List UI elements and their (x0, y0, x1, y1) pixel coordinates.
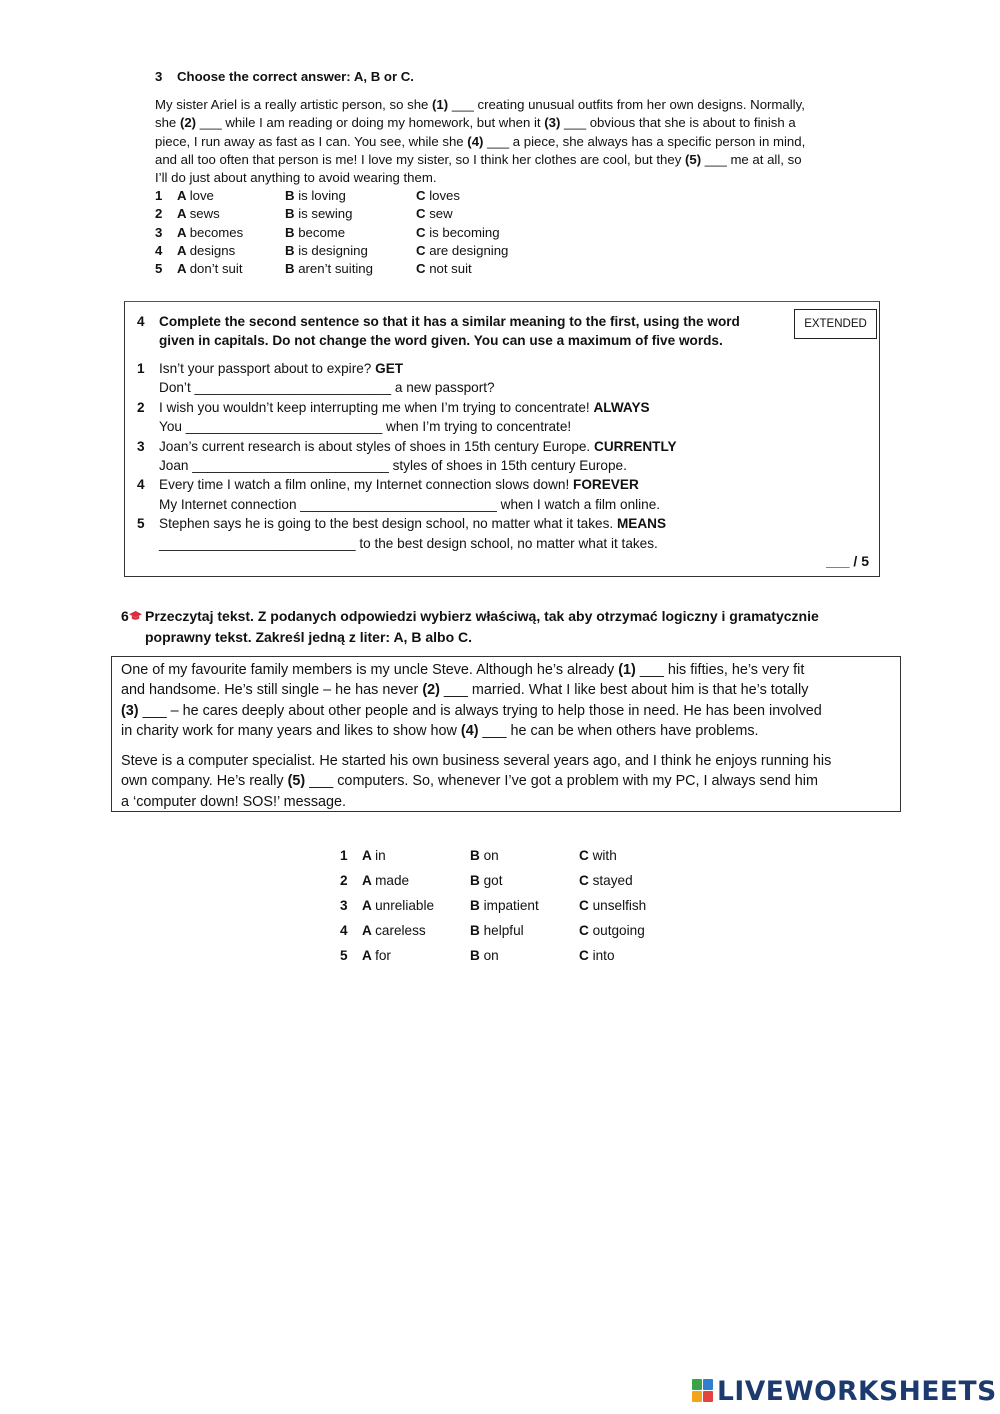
option-text: is designing (298, 242, 368, 258)
text-run: ___ his fifties, he’s very fit (635, 662, 805, 678)
option-text: in (375, 848, 386, 863)
option-text: unreliable (375, 898, 435, 913)
score: ___ / 5 (826, 553, 869, 569)
option-letter: B (470, 848, 484, 863)
option-text: love (189, 188, 214, 204)
option-letter: B (285, 188, 299, 204)
option-text: becomes (189, 224, 244, 240)
gap-number: (5) (287, 773, 306, 790)
text-line (121, 721, 891, 741)
option-number: 2 (155, 206, 163, 222)
option-c (579, 848, 617, 863)
exercise-3-passage (155, 96, 865, 187)
option-number: 5 (155, 260, 163, 276)
option-letter: A (362, 898, 376, 913)
option-text: is becoming (429, 224, 500, 240)
option-letter: C (579, 948, 593, 963)
option-text: impatient (483, 898, 539, 913)
option-text: careless (375, 923, 426, 938)
option-c (416, 242, 508, 260)
option-letter: A (177, 206, 190, 222)
option-text: become (298, 224, 346, 240)
text-run: One of my favourite family members is my uncle Steve. Although he’s already (121, 662, 619, 678)
exercise-6-paragraph-2 (121, 751, 891, 812)
option-b (470, 948, 499, 963)
text-run: ___ obvious that she is about to finish a (560, 115, 796, 131)
option-letter: A (362, 848, 376, 863)
option-letter: C (579, 873, 593, 888)
option-c (579, 873, 633, 888)
option-b (470, 873, 503, 888)
option-text: is sewing (298, 206, 353, 222)
option-text: got (483, 873, 503, 888)
option-b (285, 224, 345, 242)
text-line (121, 680, 891, 700)
text-run: and all too often that person is me! I love my sister, so I think her clothes are cool, but they (155, 151, 685, 167)
option-number: 3 (155, 224, 163, 240)
gap-number: (3) (121, 702, 139, 719)
option-letter: C (579, 848, 593, 863)
gap-number: (1) (432, 97, 449, 113)
option-c (579, 923, 645, 938)
sentence-line (137, 475, 777, 494)
option-a (362, 923, 426, 938)
text-run: ___ creating unusual outfits from her own designs. Normally, (448, 97, 805, 113)
option-b (470, 848, 499, 863)
gap-number: (2) (179, 115, 197, 131)
gap-number: (3) (544, 115, 561, 131)
option-letter: B (285, 224, 299, 240)
option-letter: A (177, 224, 190, 240)
option-a (362, 873, 409, 888)
exercise-4-instruction: 4 Complete the second sentence so that it has a similar meaning to the first, using the word given in capitals. Do not change the word given. You can use a maximum of five words. (137, 314, 740, 349)
exercise-6-paragraph-1 (121, 660, 891, 741)
option-text: sew (429, 206, 453, 222)
option-text: with (592, 848, 617, 863)
option-letter: C (416, 260, 430, 276)
completion-line: Joan __________________________ styles of shoes in 15th century Europe. (159, 458, 627, 474)
option-c (579, 898, 646, 913)
liveworksheets-logo (692, 1374, 997, 1408)
item-number: 4 (137, 477, 145, 493)
gap-number: (2) (422, 682, 440, 699)
option-letter: B (470, 948, 484, 963)
keyword: ALWAYS (593, 399, 650, 415)
text-run: and handsome. He’s still single – he has never (121, 682, 423, 699)
original-sentence: Joan’s current research is about styles of shoes in 15th century Europe. (159, 438, 594, 454)
keyword: CURRENTLY (594, 438, 677, 454)
text-run: ___ me at all, so (701, 151, 802, 167)
original-sentence: Isn’t your passport about to expire? (159, 361, 376, 376)
option-letter: B (470, 898, 484, 913)
text-line (121, 660, 891, 680)
exercise-3-options (155, 187, 865, 278)
option-a (177, 205, 220, 223)
sentence-line (137, 437, 777, 456)
option-letter: B (470, 923, 484, 938)
option-letter: A (177, 188, 190, 204)
text-line (121, 751, 891, 771)
option-b (285, 187, 346, 205)
option-number: 4 (155, 242, 163, 258)
option-letter: A (362, 948, 376, 963)
option-c (416, 205, 453, 223)
option-text: on (483, 948, 499, 963)
exercise-3-title: 3 Choose the correct answer: A, B or C. (155, 69, 414, 84)
completion-line: __________________________ to the best design school, no matter what it takes. (159, 535, 658, 551)
text-run: piece, I run away as fast as I can. You see, while she (155, 133, 468, 149)
option-text: don’t suit (189, 260, 243, 276)
option-c (416, 187, 460, 205)
item-number: 5 (137, 516, 145, 532)
option-row (155, 224, 865, 242)
passage-line (155, 151, 865, 169)
option-text: not suit (429, 260, 472, 276)
exercise-4-box (124, 301, 880, 577)
option-c (579, 948, 615, 963)
option-a (177, 224, 243, 242)
option-a (362, 948, 391, 963)
option-text: is loving (298, 188, 346, 204)
passage-line (155, 114, 865, 132)
text-run: I’ll do just about anything to avoid wearing them. (155, 170, 437, 186)
text-run: ___ computers. So, whenever I’ve got a problem with my PC, I always send him (305, 773, 818, 790)
item-number: 2 (137, 399, 145, 415)
original-sentence: I wish you wouldn’t keep interrupting me when I’m trying to concentrate! (159, 399, 594, 415)
option-number: 2 (340, 873, 348, 888)
option-c (416, 260, 472, 278)
option-number: 5 (340, 948, 348, 963)
option-row (155, 187, 865, 205)
sentence-line (137, 359, 777, 378)
keyword: MEANS (616, 516, 667, 532)
text-line (121, 701, 891, 721)
option-text: sews (189, 206, 220, 222)
text-run: a ‘computer down! SOS!’ message. (121, 793, 347, 810)
option-letter: A (362, 873, 376, 888)
option-text: on (483, 848, 499, 863)
option-text: designs (189, 242, 236, 258)
option-text: outgoing (592, 923, 645, 938)
logo-text: LIVEWORKSHEETS (717, 1375, 997, 1407)
option-text: aren’t suiting (298, 260, 373, 276)
sentence-line (137, 398, 777, 417)
completion-line: My Internet connection __________________________ when I watch a film online. (159, 496, 661, 512)
option-letter: C (416, 242, 430, 258)
option-b (470, 923, 524, 938)
liveworksheets-logo-icon (692, 1379, 714, 1403)
option-b (285, 242, 368, 260)
sentence-line (137, 514, 777, 533)
item-number: 3 (137, 438, 145, 454)
text-run: own company. He’s really (121, 773, 288, 790)
option-row (155, 205, 865, 223)
option-text: into (592, 948, 615, 963)
option-letter: C (416, 224, 430, 240)
keyword: GET (375, 361, 404, 376)
option-text: made (375, 873, 410, 888)
exercise-3 (155, 68, 865, 278)
completion-line: You __________________________ when I’m trying to concentrate! (159, 419, 572, 435)
option-a (177, 242, 235, 260)
option-letter: B (470, 873, 484, 888)
option-letter: C (416, 188, 430, 204)
exercise-6-heading: 6 Przeczytaj tekst. Z podanych odpowiedzi wybierz właściwą, tak aby otrzymać logiczny i gramatycznie poprawny tekst. Zakreśl jedną z liter: A, B albo C. (121, 608, 819, 645)
option-letter: C (579, 923, 593, 938)
option-text: helpful (483, 923, 524, 938)
option-letter: A (362, 923, 376, 938)
gap-number: (4) (460, 722, 479, 739)
option-number: 1 (155, 188, 163, 204)
item-number: 1 (137, 361, 145, 376)
option-row (155, 242, 865, 260)
graduation-cap-icon (129, 611, 142, 622)
option-row (155, 260, 865, 278)
text-run: ___ while I am reading or doing my homework, but when it (196, 115, 545, 131)
option-text: loves (429, 188, 460, 204)
option-a (177, 260, 243, 278)
text-line (121, 771, 891, 791)
gap-number: (4) (467, 133, 484, 149)
passage-line (155, 96, 865, 114)
exercise-6-text-box (111, 656, 901, 812)
option-a (362, 848, 386, 863)
gap-number: (5) (684, 151, 702, 167)
option-letter: B (285, 206, 299, 222)
text-run: ___ he can be when others have problems. (478, 722, 759, 739)
text-run: ___ a piece, she always has a specific person in mind, (483, 133, 806, 149)
option-a (362, 898, 434, 913)
option-text: are designing (429, 242, 509, 258)
option-letter: B (285, 260, 299, 276)
option-c (416, 224, 500, 242)
completion-line: Don’t __________________________ a new passport? (159, 380, 495, 396)
option-number: 1 (340, 848, 348, 863)
passage-line (155, 169, 865, 187)
option-number: 4 (340, 923, 348, 938)
exercise-4-items (137, 359, 777, 553)
original-sentence: Stephen says he is going to the best design school, no matter what it takes. (159, 516, 617, 532)
option-letter: A (177, 242, 190, 258)
option-b (470, 898, 539, 913)
text-run: My sister Ariel is a really artistic person, so she (155, 97, 433, 113)
option-b (285, 205, 352, 223)
option-letter: B (285, 242, 299, 258)
gap-number: (1) (618, 662, 636, 678)
passage-line (155, 133, 865, 151)
option-text: unselfish (592, 898, 647, 913)
option-letter: C (579, 898, 593, 913)
option-letter: A (177, 260, 190, 276)
text-run: Steve is a computer specialist. He started his own business several years ago, and I think he enjoys running his (121, 753, 832, 770)
option-letter: C (416, 206, 430, 222)
option-text: for (375, 948, 391, 963)
text-run: ___ – he cares deeply about other people and is always trying to help those in need. He has been involved (138, 702, 822, 719)
option-number: 3 (340, 898, 348, 913)
text-run: in charity work for many years and likes to show how (121, 722, 461, 739)
text-line (121, 792, 891, 812)
original-sentence: Every time I watch a film online, my Internet connection slows down! (159, 477, 574, 493)
text-run: she (155, 115, 180, 131)
extended-badge: EXTENDED (794, 309, 877, 339)
option-a (177, 187, 214, 205)
text-run: ___ married. What I like best about him is that he’s totally (439, 682, 809, 699)
option-b (285, 260, 373, 278)
keyword: FOREVER (573, 477, 639, 493)
option-text: stayed (592, 873, 633, 888)
